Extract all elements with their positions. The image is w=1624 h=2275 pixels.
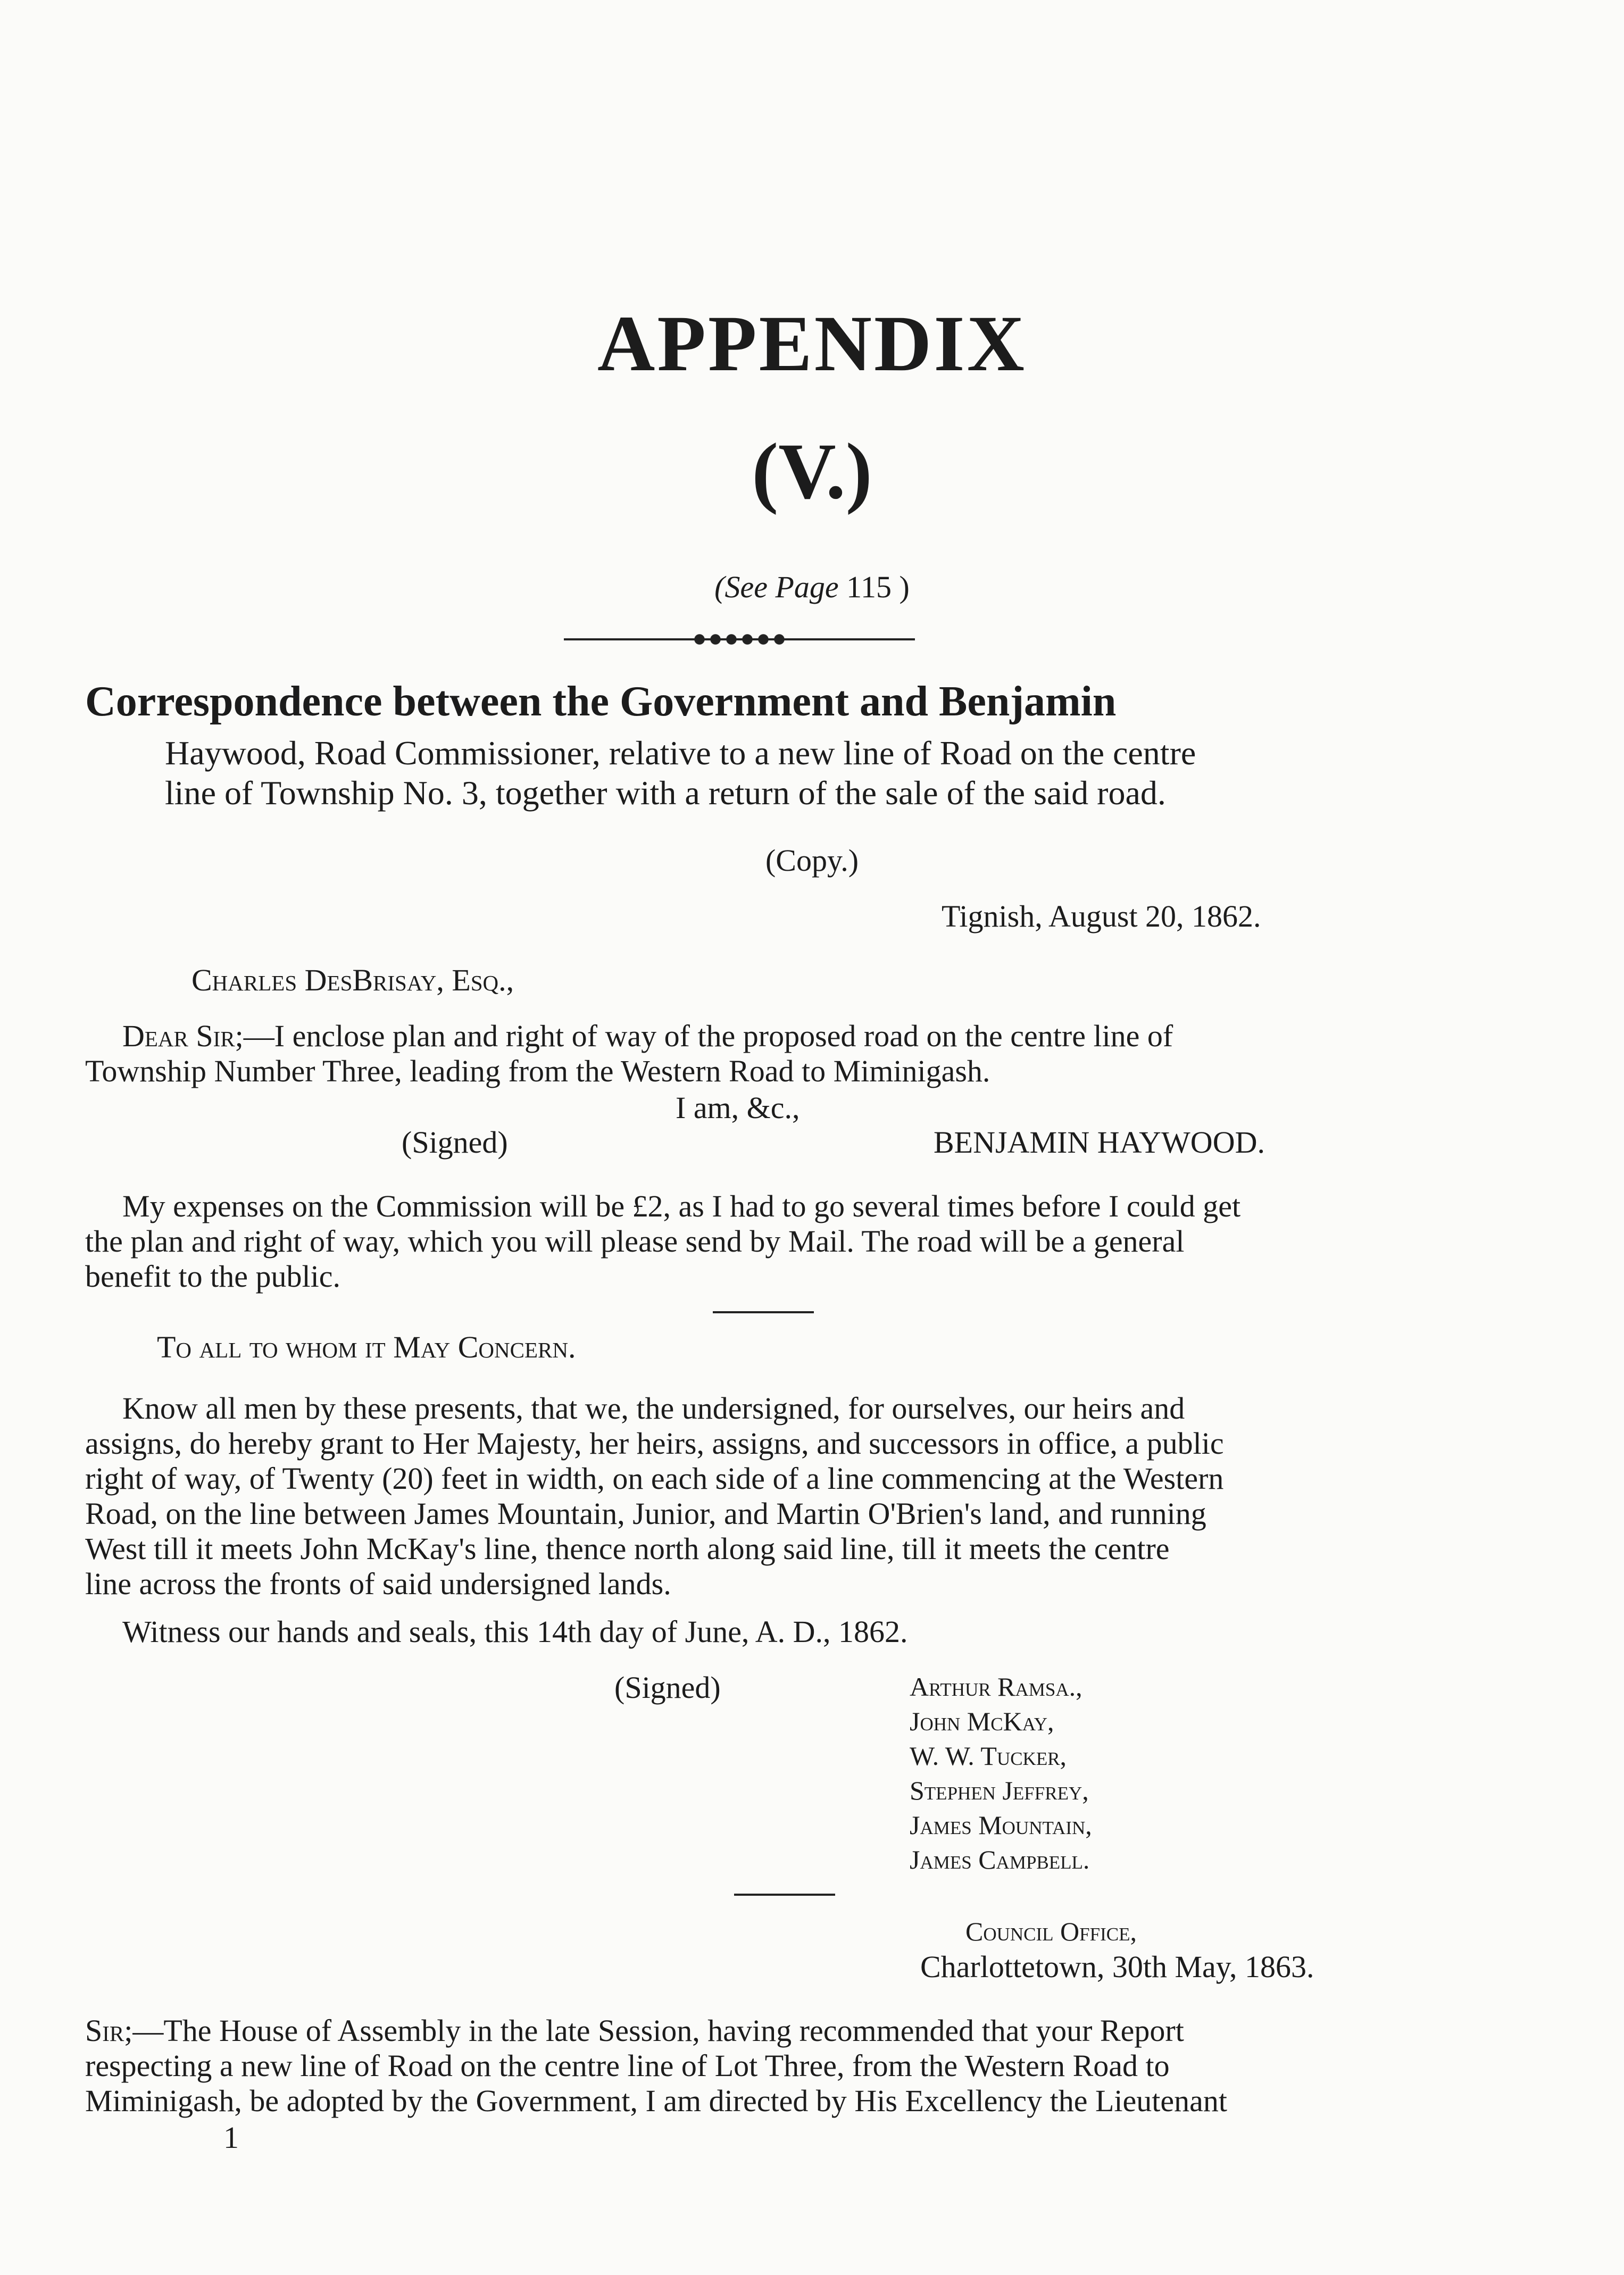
deed-line6: line across the fronts of said undersigned lands. [85, 1566, 671, 1601]
deed-line4: Road, on the line between James Mountain, Junior, and Martin O'Brien's land, and running [85, 1496, 1206, 1531]
letter1-closing: I am, &c., [676, 1090, 800, 1125]
deed-line2: assigns, do hereby grant to Her Majesty, her heirs, assigns, and successors in office, a public [85, 1426, 1224, 1461]
deed-signatory: James Mountain, [910, 1810, 1092, 1840]
deed-signed-label: (Signed) [614, 1670, 721, 1705]
section-heading-line1: Correspondence between the Government and Benjamin [85, 678, 1117, 725]
letter1-salutation: Dear Sir;— [122, 1019, 274, 1053]
copy-label: (Copy.) [765, 843, 859, 878]
deed-line5: West till it meets John McKay's line, thence north along said line, till it meets the centre [85, 1531, 1170, 1566]
letter1-ps-line1: My expenses on the Commission will be £2, as I had to go several times before I could get [122, 1189, 1241, 1223]
section-heading-line3: line of Township No. 3, together with a return of the sale of the said road. [165, 774, 1166, 812]
appendix-volume: (V.) [752, 427, 872, 515]
page-number: 1 [223, 2120, 239, 2155]
deed-heading: To all to whom it May Concern. [157, 1330, 576, 1364]
letter2-line2: respecting a new line of Road on the centre line of Lot Three, from the Western Road to [85, 2048, 1170, 2083]
letter2-office: Council Office, [965, 1916, 1137, 1946]
appendix-title: APPENDIX [597, 299, 1027, 388]
letter2-body-text: The House of Assembly in the late Session, having recommended that your Report [163, 2013, 1184, 2048]
see-page-reference [0, 569, 1624, 605]
deed-signatory: W. W. Tucker, [910, 1741, 1067, 1771]
section-heading-line2: Haywood, Road Commissioner, relative to a new line of Road on the centre [165, 734, 1196, 772]
letter2-salutation: Sir;— [85, 2013, 164, 2048]
section-divider [734, 1894, 835, 1896]
letter1-body-line1 [122, 1019, 1442, 1054]
section-divider [713, 1311, 814, 1313]
letter1-ps-line2: the plan and right of way, which you will please send by Mail. The road will be a general [85, 1224, 1185, 1259]
deed-line3: right of way, of Twenty (20) feet in width, on each side of a line commencing at the Western [85, 1461, 1224, 1496]
letter1-signer: BENJAMIN HAYWOOD. [934, 1125, 1265, 1160]
letter1-place-date: Tignish, August 20, 1862. [942, 899, 1261, 934]
deed-signatory: Arthur Ramsa., [910, 1672, 1082, 1702]
letter2-line1 [85, 2013, 1447, 2048]
letter2-place-date: Charlottetown, 30th May, 1863. [920, 1949, 1314, 1984]
letter1-body-line2: Township Number Three, leading from the Western Road to Miminigash. [85, 1054, 990, 1088]
letter1-body-text: I enclose plan and right of way of the proposed road on the centre line of [274, 1019, 1173, 1053]
deed-witness: Witness our hands and seals, this 14th day of June, A. D., 1862. [122, 1614, 908, 1649]
ornamental-rule-dots [692, 632, 787, 647]
letter1-signed-label: (Signed) [402, 1125, 508, 1160]
deed-signatory: Stephen Jeffrey, [910, 1776, 1089, 1805]
see-page-prefix: (See Page [714, 570, 839, 604]
see-page-number: 115 ) [846, 570, 910, 604]
deed-signatory: John McKay, [910, 1706, 1054, 1736]
deed-line1: Know all men by these presents, that we, the undersigned, for ourselves, our heirs and [122, 1391, 1185, 1426]
letter1-addressee: Charles DesBrisay, Esq., [191, 963, 514, 997]
letter1-ps-line3: benefit to the public. [85, 1259, 340, 1294]
letter2-line3: Miminigash, be adopted by the Government, I am directed by His Excellency the Lieutenant [85, 2084, 1227, 2118]
deed-signatory: James Campbell. [910, 1845, 1090, 1874]
